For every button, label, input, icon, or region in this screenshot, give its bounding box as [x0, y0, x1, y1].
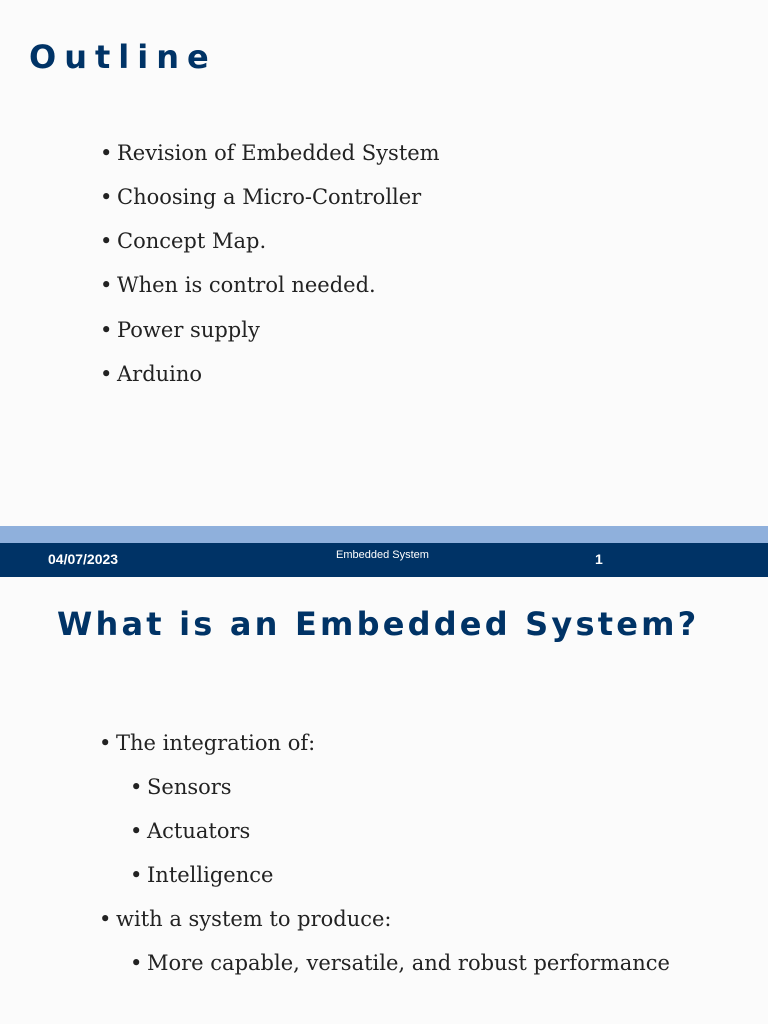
list-sub-item: • Actuators — [147, 818, 670, 844]
list-item: • Revision of Embedded System — [117, 140, 440, 166]
list-sub-item: • Intelligence — [147, 862, 670, 888]
footer-topic: Embedded System — [336, 549, 429, 561]
list-item: • The integration of: — [116, 730, 670, 756]
list-sub-item: • More capable, versatile, and robust performance — [147, 950, 670, 976]
list-sub-item: • Sensors — [147, 774, 670, 800]
slide-title: What is an Embedded System? — [57, 605, 700, 643]
list-item: • Choosing a Micro-Controller — [117, 184, 440, 210]
slide-embedded-system — [0, 577, 768, 1024]
list-item: • Arduino — [117, 361, 440, 387]
list-item: • When is control needed. — [117, 272, 440, 298]
footer-page-number: 1 — [595, 551, 603, 567]
definition-list — [116, 730, 670, 976]
slide-title: Outline — [29, 38, 217, 76]
list-item: • with a system to produce: — [116, 906, 670, 932]
outline-list — [117, 140, 440, 387]
footer-date: 04/07/2023 — [48, 551, 119, 567]
slide-footer — [0, 543, 768, 577]
list-item: • Power supply — [117, 317, 440, 343]
list-item: • Concept Map. — [117, 228, 440, 254]
